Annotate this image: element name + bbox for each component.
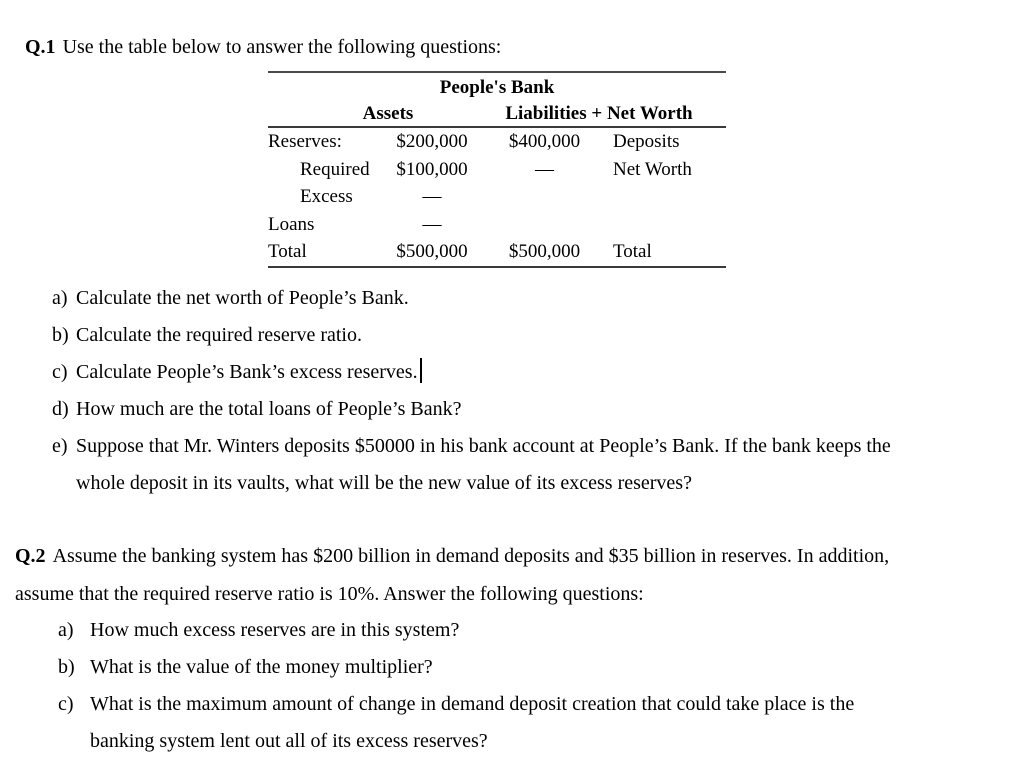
q2-intro-line: assume that the required reserve ratio is 10%. Answer the following questions: [15,583,644,605]
table-header-row [268,101,726,128]
cell-liability-label [611,183,726,211]
cell-liability-label: Total [613,241,652,263]
item-marker: b) [58,656,75,678]
cell-liability-amount: — [535,158,554,180]
cell-liability-label [611,211,726,239]
item-text: How much are the total loans of People’s Bank? [76,398,462,420]
item-text: Calculate People’s Bank’s excess reserves. [76,354,422,391]
item-text: Calculate the net worth of People’s Bank. [76,287,409,309]
q2-item-b [58,649,854,686]
table-row [268,128,726,156]
text-cursor [420,358,422,383]
cell-account-label: Required [300,158,370,180]
q1-heading [25,36,501,59]
cell-account-label: Excess [300,186,353,208]
item-text: What is the value of the money multiplier? [90,656,433,678]
item-marker: c) [52,361,68,383]
q1-item-c [52,354,891,391]
item-text-continued: whole deposit in its vaults, what will be the new value of its excess reserves? [76,472,692,494]
assets-column-header: Assets [362,103,414,124]
cell-liability-label: Deposits [613,131,680,152]
q2-item-a [58,612,854,649]
cell-liability-amount: $400,000 [508,131,581,152]
cell-liability-amount: $500,000 [508,241,581,263]
table-row [268,156,726,184]
item-marker: d) [52,398,69,420]
cell-asset-amount: — [422,186,442,208]
q2-intro-text: Assume the banking system has $200 billion in demand deposits and $35 billion in reserves. In addition, [52,545,890,567]
q1-item-d [52,391,891,428]
balance-sheet-table [268,71,726,268]
cell-asset-amount: $200,000 [396,131,468,152]
cell-asset-amount: $100,000 [396,158,468,180]
cell-account-label: Reserves: [268,131,342,152]
item-text: Suppose that Mr. Winters deposits $50000 in his bank account at People’s Bank. If the bank keeps the [76,435,891,457]
q2-question-list [58,612,854,760]
item-marker: a) [52,287,68,309]
q1-item-e [52,428,891,465]
table-row [268,238,726,266]
item-text: How much excess reserves are in this system? [90,619,460,641]
item-text: What is the maximum amount of change in demand deposit creation that could take place is the [90,693,855,715]
table-title: People's Bank [439,77,555,98]
cell-liability-amount [478,211,611,239]
q1-label: Q.1 [25,36,56,58]
item-text-continued: banking system lent out all of its excess reserves? [90,730,488,752]
q1-question-list [52,280,891,502]
q2-intro-line [15,537,889,575]
cell-asset-amount: $500,000 [396,241,468,263]
liabilities-column-header: Liabilities + Net Worth [505,103,693,124]
cell-liability-amount [478,183,611,211]
q2-item-c [58,686,854,723]
q1-item-b [52,317,891,354]
table-row [268,183,726,211]
item-marker: c) [58,693,74,715]
q1-intro-text: Use the table below to answer the following questions: [62,36,502,58]
item-marker: e) [52,435,68,457]
cell-account-label: Total [268,241,307,263]
cell-account-label: Loans [268,213,315,235]
q2-paragraph [15,537,889,613]
cell-liability-label: Net Worth [613,158,692,180]
item-marker: a) [58,619,74,641]
table-body [268,128,726,268]
item-marker: b) [52,324,69,346]
q1-item-a [52,280,891,317]
cell-asset-amount: — [422,213,442,235]
item-text: Calculate the required reserve ratio. [76,324,362,346]
table-row [268,211,726,239]
q2-label: Q.2 [15,545,46,567]
